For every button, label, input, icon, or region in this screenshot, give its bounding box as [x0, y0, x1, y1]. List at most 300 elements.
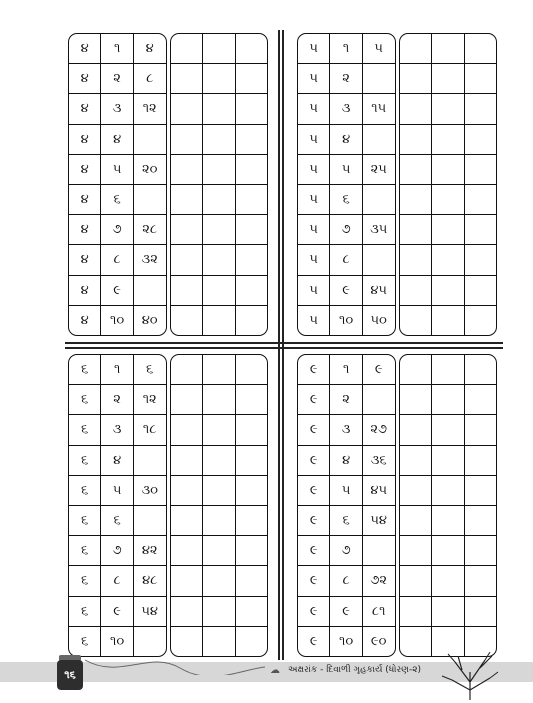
multiplier-cell: ૬	[330, 506, 363, 536]
multiplier-cell: ૧	[330, 34, 363, 64]
multiplicand-cell: ૬	[69, 566, 101, 596]
blank-cell	[236, 34, 268, 64]
product-cell: ૭૨	[363, 566, 395, 596]
table-row	[171, 566, 268, 596]
multiplicand-cell: ૫	[298, 245, 330, 275]
multiplier-cell: ૭	[330, 536, 363, 566]
blank-cell	[203, 276, 236, 306]
product-cell	[134, 446, 166, 476]
blank-cell	[432, 385, 465, 415]
blank-practice-grid	[399, 33, 498, 336]
multiplicand-cell: ૯	[298, 355, 330, 385]
multiplier-cell: ૮	[101, 566, 134, 596]
blank-cell	[432, 597, 465, 627]
blank-cell	[432, 94, 465, 124]
blank-practice-grid	[399, 354, 498, 657]
multiplier-cell: ૬	[330, 185, 363, 215]
multiplicand-cell: ૬	[69, 536, 101, 566]
blank-cell	[171, 34, 204, 64]
multiplicand-cell: ૬	[69, 476, 101, 506]
product-cell	[134, 506, 166, 536]
table-row	[171, 64, 268, 94]
blank-cell	[432, 476, 465, 506]
multiplicand-cell: ૪	[69, 125, 101, 155]
multiplier-cell: ૫	[330, 155, 363, 185]
table-row	[400, 566, 497, 596]
multiplicand-cell: ૯	[298, 566, 330, 596]
table-row	[400, 306, 497, 335]
blank-cell	[203, 185, 236, 215]
multiplier-cell: ૫	[101, 155, 134, 185]
product-cell	[363, 64, 395, 94]
blank-cell	[203, 34, 236, 64]
blank-cell	[171, 64, 204, 94]
multiplier-cell: ૨	[330, 64, 363, 94]
table-row	[298, 306, 395, 335]
multiplicand-cell: ૫	[298, 125, 330, 155]
quadrant-top-left	[68, 33, 268, 336]
blank-cell	[400, 245, 433, 275]
product-cell	[363, 245, 395, 275]
blank-cell	[400, 385, 433, 415]
blank-cell	[203, 597, 236, 627]
table-row	[171, 415, 268, 445]
product-cell: ૮૧	[363, 597, 395, 627]
multiplication-table-9	[297, 354, 396, 657]
multiplicand-cell: ૪	[69, 215, 101, 245]
table-row	[171, 34, 268, 64]
table-row	[400, 415, 497, 445]
blank-cell	[432, 446, 465, 476]
multiplicand-cell: ૬	[69, 415, 101, 445]
product-cell: ૪૦	[141, 312, 158, 328]
product-cell: ૫	[363, 34, 395, 64]
product-cell: ૪૫	[363, 276, 395, 306]
blank-cell	[400, 94, 433, 124]
blank-cell	[400, 64, 433, 94]
blank-cell	[236, 306, 268, 335]
multiplicand-cell: ૯	[298, 476, 330, 506]
table-row	[171, 536, 268, 566]
blank-cell	[236, 506, 268, 536]
multiplier-cell: ૧૦	[330, 306, 363, 335]
multiplier-cell: ૬	[101, 185, 134, 215]
blank-cell	[432, 34, 465, 64]
blank-cell	[236, 355, 268, 385]
product-cell: ૩૨	[134, 245, 166, 275]
blank-cell	[400, 215, 433, 245]
blank-cell	[171, 245, 204, 275]
table-row	[298, 385, 395, 415]
blank-cell	[432, 215, 465, 245]
multiplier-cell: ૩	[101, 94, 134, 124]
table-row	[400, 215, 497, 245]
product-cell: ૧૨	[134, 94, 166, 124]
multiplicand-cell: ૪	[69, 155, 101, 185]
table-row	[171, 276, 268, 306]
blank-cell	[465, 34, 497, 64]
multiplication-table-4	[68, 33, 167, 336]
multiplier-cell: ૧	[101, 355, 134, 385]
table-row	[400, 155, 497, 185]
table-row	[69, 185, 166, 215]
table-row	[171, 215, 268, 245]
blank-cell	[171, 125, 204, 155]
table-row	[298, 536, 395, 566]
blank-cell	[171, 215, 204, 245]
table-row	[171, 94, 268, 124]
multiplicand-cell: ૯	[298, 385, 330, 415]
table-row	[171, 476, 268, 506]
table-row	[171, 355, 268, 385]
blank-cell	[465, 155, 497, 185]
blank-cell	[432, 155, 465, 185]
product-cell: ૯	[363, 355, 395, 385]
multiplier-cell: ૯	[330, 276, 363, 306]
product-cell	[134, 276, 166, 306]
blank-cell	[465, 566, 497, 596]
multiplier-cell: ૧૦	[330, 627, 363, 656]
multiplicand-cell: ૫	[298, 306, 330, 335]
blank-cell	[432, 245, 465, 275]
blank-cell	[236, 446, 268, 476]
table-row	[69, 155, 166, 185]
blank-cell	[400, 446, 433, 476]
multiplier-cell: ૮	[330, 566, 363, 596]
table-row	[400, 64, 497, 94]
product-cell	[363, 385, 395, 415]
blank-cell	[236, 64, 268, 94]
product-cell: ૧૨	[134, 385, 166, 415]
multiplier-cell: ૫	[330, 476, 363, 506]
multiplier-cell: ૪	[330, 446, 363, 476]
blank-cell	[171, 94, 204, 124]
blank-cell	[171, 306, 204, 335]
product-cell	[134, 185, 166, 215]
quadrant-bottom-right	[297, 354, 497, 657]
table-row	[298, 276, 395, 306]
table-row	[400, 125, 497, 155]
table-row	[69, 94, 166, 124]
blank-cell	[432, 536, 465, 566]
blank-cell	[432, 566, 465, 596]
table-row	[69, 276, 166, 306]
blank-cell	[203, 245, 236, 275]
blank-cell	[465, 215, 497, 245]
blank-cell	[203, 306, 236, 335]
multiplicand-cell: ૯	[298, 446, 330, 476]
quadrant-bottom-left	[68, 354, 268, 657]
multiplier-cell: ૯	[101, 597, 134, 627]
blank-cell	[203, 64, 236, 94]
blank-cell	[171, 276, 204, 306]
product-cell: ૩૬	[363, 446, 395, 476]
product-cell: ૩૦	[134, 476, 166, 506]
product-cell: ૪	[134, 34, 166, 64]
multiplication-table-5	[297, 33, 396, 336]
product-cell	[134, 125, 166, 155]
table-row	[400, 34, 497, 64]
blank-cell	[203, 385, 236, 415]
blank-cell	[400, 34, 433, 64]
blank-cell	[171, 385, 204, 415]
page-number-badge: ૧૬	[57, 660, 83, 690]
blank-cell	[236, 385, 268, 415]
blank-cell	[400, 185, 433, 215]
table-row	[69, 536, 166, 566]
multiplication-table-6	[68, 354, 167, 657]
table-row	[400, 476, 497, 506]
multiplier-cell: ૪	[101, 446, 134, 476]
blank-cell	[203, 355, 236, 385]
blank-cell	[465, 64, 497, 94]
blank-cell	[203, 415, 236, 445]
blank-cell	[465, 415, 497, 445]
multiplier-cell: ૧	[330, 355, 363, 385]
blank-cell	[236, 566, 268, 596]
table-row	[69, 597, 166, 627]
blank-practice-grid	[170, 33, 269, 336]
multiplier-cell: ૩	[330, 94, 363, 124]
blank-cell	[203, 536, 236, 566]
cloud-icon: ☁	[270, 665, 280, 676]
table-row	[298, 415, 395, 445]
table-row	[171, 306, 268, 335]
blank-cell	[236, 415, 268, 445]
blank-cell	[465, 385, 497, 415]
multiplicand-cell: ૪	[69, 276, 101, 306]
table-row	[69, 34, 166, 64]
blank-cell	[171, 355, 204, 385]
multiplier-cell: ૯	[101, 276, 134, 306]
blank-cell	[400, 476, 433, 506]
blank-cell	[465, 125, 497, 155]
product-cell: ૯૦	[370, 633, 387, 649]
multiplicand-cell: ૬	[69, 355, 101, 385]
table-row	[69, 306, 166, 335]
table-row	[298, 355, 395, 385]
table-row	[400, 355, 497, 385]
multiplier-cell: ૩	[101, 415, 134, 445]
table-row	[298, 64, 395, 94]
product-cell: ૫૦	[370, 312, 387, 328]
blank-cell	[400, 355, 433, 385]
table-row	[298, 185, 395, 215]
multiplicand-cell: ૬	[69, 385, 101, 415]
blank-cell	[171, 185, 204, 215]
multiplier-cell: ૯	[330, 597, 363, 627]
table-row	[69, 476, 166, 506]
product-cell: ૬	[134, 355, 166, 385]
table-row	[171, 446, 268, 476]
multiplicand-cell: ૫	[298, 276, 330, 306]
blank-cell	[400, 155, 433, 185]
blank-cell	[236, 215, 268, 245]
table-row	[298, 476, 395, 506]
product-cell: ૨૮	[134, 215, 166, 245]
multiplier-cell: ૮	[330, 245, 363, 275]
table-row	[298, 627, 395, 656]
table-row	[171, 245, 268, 275]
multiplicand-cell: ૯	[298, 415, 330, 445]
blank-cell	[400, 536, 433, 566]
blank-cell	[400, 506, 433, 536]
table-row	[69, 355, 166, 385]
product-cell: ૧૮	[134, 415, 166, 445]
blank-cell	[432, 125, 465, 155]
blank-cell	[465, 506, 497, 536]
multiplicand-cell: ૫	[298, 94, 330, 124]
table-row	[69, 215, 166, 245]
blank-cell	[236, 276, 268, 306]
product-cell: ૪૨	[134, 536, 166, 566]
quadrant-top-right	[297, 33, 497, 336]
multiplier-cell: ૩	[330, 415, 363, 445]
product-cell: ૩૫	[363, 215, 395, 245]
multiplier-cell: ૭	[101, 215, 134, 245]
blank-cell	[432, 276, 465, 306]
product-cell: ૫૪	[363, 506, 395, 536]
blank-cell	[432, 415, 465, 445]
multiplicand-cell: ૪	[69, 245, 101, 275]
table-row	[400, 597, 497, 627]
blank-cell	[203, 94, 236, 124]
blank-cell	[465, 276, 497, 306]
multiplier-cell: ૮	[101, 245, 134, 275]
multiplier-cell: ૪	[101, 125, 134, 155]
blank-cell	[400, 566, 433, 596]
blank-cell	[236, 536, 268, 566]
table-row	[400, 94, 497, 124]
table-row	[69, 566, 166, 596]
table-row	[69, 64, 166, 94]
table-row	[69, 125, 166, 155]
product-cell	[363, 536, 395, 566]
blank-cell	[432, 355, 465, 385]
blank-cell	[203, 566, 236, 596]
multiplicand-cell: ૯	[298, 627, 330, 656]
blank-cell	[465, 446, 497, 476]
table-row	[298, 245, 395, 275]
multiplicand-cell: ૫	[298, 155, 330, 185]
blank-cell	[203, 476, 236, 506]
product-cell: ૧૫	[363, 94, 395, 124]
multiplier-cell: ૭	[330, 215, 363, 245]
multiplicand-cell: ૯	[298, 506, 330, 536]
multiplier-cell: ૪	[330, 125, 363, 155]
table-row	[298, 446, 395, 476]
blank-cell	[171, 536, 204, 566]
blank-cell	[432, 185, 465, 215]
leaf-illustration-icon	[440, 652, 500, 702]
table-row	[400, 385, 497, 415]
blank-cell	[171, 415, 204, 445]
table-row	[171, 385, 268, 415]
table-row	[298, 94, 395, 124]
table-row	[171, 155, 268, 185]
table-row	[400, 245, 497, 275]
table-row	[69, 415, 166, 445]
blank-cell	[400, 276, 433, 306]
blank-cell	[171, 506, 204, 536]
cable-decoration-icon	[80, 640, 270, 675]
blank-cell	[171, 597, 204, 627]
multiplier-cell: ૫	[101, 476, 134, 506]
table-row	[400, 506, 497, 536]
multiplicand-cell: ૪	[69, 306, 101, 335]
product-cell	[363, 125, 395, 155]
table-row	[171, 185, 268, 215]
product-cell	[363, 185, 395, 215]
table-row	[298, 34, 395, 64]
multiplier-cell: ૭	[101, 536, 134, 566]
table-row	[400, 185, 497, 215]
blank-cell	[432, 306, 465, 335]
product-cell: ૨૭	[363, 415, 395, 445]
product-cell: ૨૦	[134, 155, 166, 185]
table-row	[298, 215, 395, 245]
blank-cell	[465, 94, 497, 124]
multiplicand-cell: ૫	[298, 185, 330, 215]
blank-cell	[400, 306, 433, 335]
table-row	[298, 506, 395, 536]
blank-cell	[465, 597, 497, 627]
table-row	[69, 385, 166, 415]
multiplicand-cell: ૬	[69, 506, 101, 536]
multiplier-cell: ૧	[101, 34, 134, 64]
blank-cell	[236, 94, 268, 124]
blank-cell	[465, 355, 497, 385]
blank-cell	[236, 155, 268, 185]
blank-cell	[465, 476, 497, 506]
multiplier-cell: ૨	[101, 385, 134, 415]
multiplicand-cell: ૫	[298, 215, 330, 245]
product-cell: ૨૫	[363, 155, 395, 185]
blank-practice-grid	[170, 354, 269, 657]
table-row	[298, 566, 395, 596]
multiplier-cell: ૨	[101, 64, 134, 94]
footer-title: અક્ષરાંક - દિવાળી ગૃહકાર્ય (ધોરણ-૨)	[288, 665, 422, 675]
blank-cell	[203, 125, 236, 155]
blank-cell	[400, 597, 433, 627]
table-row	[400, 536, 497, 566]
table-row	[171, 125, 268, 155]
blank-cell	[171, 566, 204, 596]
table-row	[298, 597, 395, 627]
horizontal-divider	[65, 342, 503, 349]
blank-cell	[236, 476, 268, 506]
blank-cell	[203, 506, 236, 536]
multiplicand-cell: ૯	[298, 536, 330, 566]
product-cell: ૪૫	[363, 476, 395, 506]
blank-cell	[236, 125, 268, 155]
multiplier-cell: ૧૦	[101, 627, 134, 656]
multiplier-cell: ૨	[330, 385, 363, 415]
table-row	[171, 506, 268, 536]
table-row	[69, 245, 166, 275]
blank-cell	[432, 64, 465, 94]
blank-cell	[432, 506, 465, 536]
table-row	[69, 446, 166, 476]
product-cell: ૪૮	[134, 566, 166, 596]
blank-cell	[203, 215, 236, 245]
multiplier-cell: ૬	[101, 506, 134, 536]
blank-cell	[400, 415, 433, 445]
blank-cell	[400, 627, 433, 656]
table-row	[171, 597, 268, 627]
blank-cell	[465, 536, 497, 566]
blank-cell	[236, 245, 268, 275]
